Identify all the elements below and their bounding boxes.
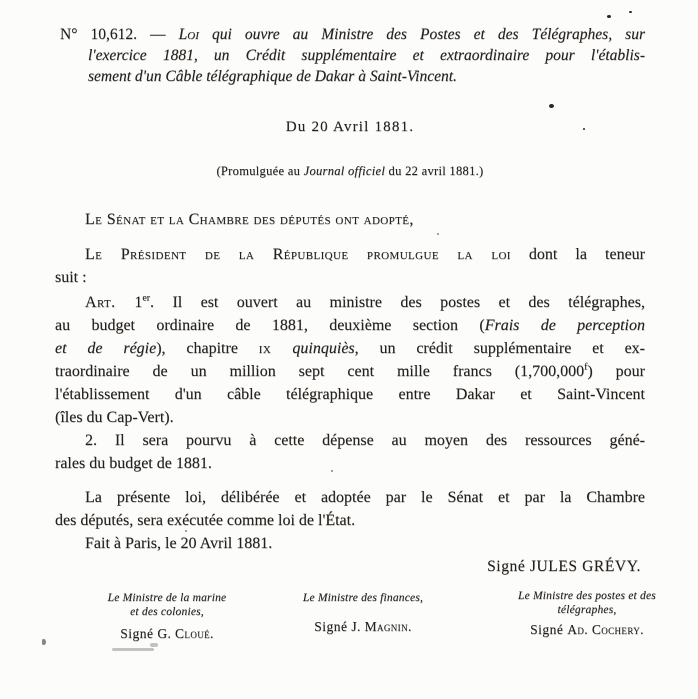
scan-smudge — [150, 643, 158, 647]
fait-line: Fait à Paris, le 20 Avril 1881. — [85, 535, 273, 552]
article-1-line-2 — [55, 314, 645, 337]
scan-speck — [607, 15, 611, 18]
journal-officiel: Journal officiel — [303, 164, 386, 178]
minister-title — [467, 590, 698, 617]
quinquies: quinquiès — [292, 340, 355, 357]
signature-postes — [467, 590, 698, 638]
minister-title-line: Le Ministre des postes et des — [518, 590, 656, 602]
promulgation-note — [55, 163, 645, 180]
heading-line-1-rest: qui ouvre au Ministre des Postes et des Télégraphes, sur — [198, 26, 645, 43]
article-2-line-2: rales du budget de 1881. — [55, 455, 212, 472]
signature-marine — [67, 592, 267, 642]
chapitre-ix: ix — [258, 340, 293, 357]
scan-speck — [583, 128, 585, 130]
scan-smudge — [112, 648, 154, 651]
promulgation-close: du 22 avril 1881.) — [385, 164, 484, 178]
promulgue-paragraph — [55, 243, 645, 289]
article-1 — [55, 291, 645, 429]
article-1-line-3-italic1: et de régie — [55, 340, 157, 357]
president-signature — [55, 555, 645, 578]
scan-speck — [629, 11, 632, 13]
art-number: 1 — [134, 294, 143, 311]
article-1-line-5: l'établissement d'un câble télégraphique entre Dakar et Saint-Vincent — [55, 386, 645, 403]
article-2 — [55, 429, 645, 475]
minister-name: Ad. Cochery. — [567, 622, 644, 637]
minister-title-line: télégraphes, — [557, 603, 617, 616]
heading-line-2: l'exercice 1881, un Crédit supplémentaire et extraordinaire pour l'établis- — [88, 47, 645, 64]
scan-speck — [42, 639, 46, 645]
minister-name: J. Magnin. — [351, 618, 412, 634]
article-1-line-3 — [55, 337, 645, 360]
minister-title-line: Le Ministre des finances, — [302, 592, 424, 604]
minister-signature — [467, 622, 698, 638]
article-1-line-4-pre: traordinaire de un million sept cent mille francs (1,700,000 — [55, 363, 585, 380]
article-1-line-6: (îles du Cap-Vert). — [55, 409, 174, 426]
signe-label: Signé — [314, 618, 352, 634]
promulgue-line-2: suit : — [55, 269, 87, 286]
promulgation-open: (Promulguée au — [216, 164, 304, 178]
signe-label: Signé — [487, 558, 530, 575]
minister-signature — [67, 626, 267, 642]
minister-title — [283, 592, 443, 606]
promulgue-rest: dont la teneur — [510, 246, 646, 263]
minister-title-line: Le Ministre de la marine — [107, 592, 227, 604]
president-name: JULES GRÉVY. — [529, 558, 641, 575]
minister-title-line: et des colonies, — [130, 605, 204, 618]
scan-speck — [549, 104, 554, 108]
law-date: Du 20 Avril 1881. — [285, 119, 415, 135]
article-1-line-4 — [55, 360, 645, 383]
signature-finances — [283, 592, 443, 635]
promulgue-line-1 — [55, 243, 645, 266]
closing-line-2: des députés, sera exécutée comme loi de l'État. — [55, 512, 356, 529]
francs-sup: f — [584, 361, 588, 373]
promulgue-smallcaps: Le Président de la République promulgue la loi — [85, 246, 511, 263]
article-1-line-2-roman: au budget ordinaire de 1881, deuxième section ( — [55, 317, 485, 334]
art-number-sup: er — [142, 292, 151, 304]
closing-line-1: La présente loi, délibérée et adoptée par le Sénat et par la Chambre — [85, 489, 645, 506]
article-2-line-1: 2. Il sera pourvu à cette dépense au moyen des ressources géné- — [85, 432, 645, 449]
article-1-line-2-italic: Frais de perception — [484, 317, 645, 334]
minister-name: G. Cloué. — [157, 626, 214, 641]
article-1-line-4-post: ) pour — [587, 363, 646, 380]
scan-speck — [185, 530, 187, 532]
loi-word: Loi — [178, 26, 199, 43]
scan-speck — [437, 233, 439, 235]
article-1-line-1-rest: . Il est ouvert au ministre des postes et des télégraphes, — [150, 294, 645, 311]
closing-paragraph — [55, 486, 645, 578]
adoption-line: Le Sénat et la Chambre des députés ont adopté, — [85, 211, 414, 228]
law-number: N° 10,612. — — [60, 26, 179, 43]
art-label: Art. — [85, 294, 135, 311]
law-heading — [60, 24, 645, 87]
heading-line-3: sement d'un Câble télégraphique de Dakar à Saint-Vincent. — [88, 68, 457, 85]
article-1-line-3-roman2: , un crédit supplémentaire et ex- — [354, 340, 645, 357]
article-1-line-1 — [55, 291, 645, 314]
heading-line-1 — [60, 24, 645, 45]
minister-title — [67, 592, 267, 619]
scan-speck — [331, 470, 333, 472]
signe-label: Signé — [120, 626, 158, 641]
minister-signature — [283, 619, 443, 635]
signe-label: Signé — [530, 622, 568, 637]
article-1-line-3-roman1: ), chapitre — [156, 340, 259, 357]
